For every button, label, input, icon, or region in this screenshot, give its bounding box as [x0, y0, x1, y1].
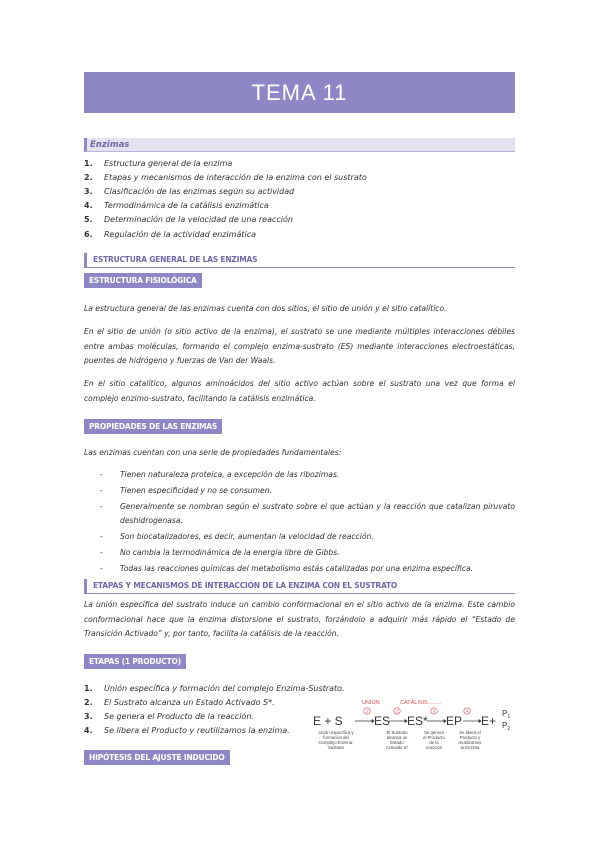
- species-e-plus: E+: [481, 714, 497, 728]
- list-item: 5. Determinación de la velocidad de una reacción: [84, 215, 293, 225]
- svg-text:Producto y: Producto y: [459, 735, 481, 740]
- subheading-hipotesis: HIPÓTESIS DEL AJUSTE INDUCIDO: [84, 750, 230, 765]
- step-number: 4: [465, 708, 469, 714]
- caption-step-4: [459, 730, 482, 750]
- label-catalisis: CATÁLISIS.........: [400, 700, 442, 706]
- product-p2: $P_2$: [502, 721, 511, 732]
- steps-list: [84, 681, 345, 738]
- subheading-estructura-fisiologica: ESTRUCTURA FISIOLÓGICA: [84, 273, 202, 288]
- list-item: - Tienen especificidad y no se consumen.: [100, 486, 272, 495]
- svg-text:reacción: reacción: [425, 745, 443, 750]
- list-item: 1. Estructura general de la enzima: [84, 158, 233, 168]
- list-item: 2. El Sustrato alcanza un Estado Activado S*.: [84, 697, 275, 707]
- label-union: UNION: [362, 700, 380, 706]
- svg-text:Activado S*: Activado S*: [385, 745, 409, 750]
- section-heading-etapas: ETAPAS Y MECANISMOS DE INTERACCIÓN DE LA ENZIMA CON EL SUSTRATO: [84, 579, 515, 594]
- paragraph: Las enzimas cuentan con una serie de propiedades fundamentales:: [84, 448, 342, 457]
- product-p1: $P_1$: [502, 709, 511, 720]
- svg-text:El Sustrato: El Sustrato: [386, 730, 408, 735]
- paragraph: En el sitio catalítico, algunos aminoácidos del sitio activo actúan sobre el sustrato una vez que forma el complejo enzimo-sustrato, facilitando la catálisis enzimática.: [84, 379, 515, 403]
- list-item: - No cambia la termodinámica de la energía libre de Gibbs.: [100, 547, 340, 557]
- step-number: 1: [365, 708, 369, 714]
- svg-text:alcanza un: alcanza un: [386, 735, 408, 740]
- list-item: - Son biocatalizadores, es decir, aumentan la velocidad de reacción.: [100, 531, 374, 541]
- species-es-star: ES*: [407, 714, 428, 728]
- list-item: 2. Etapas y mecanismos de interacción de la enzima con el sustrato: [84, 172, 367, 182]
- subheading-etapas: ETAPAS (1 PRODUCTO): [84, 654, 186, 669]
- svg-text:el Producto: el Producto: [423, 735, 445, 740]
- paragraph: En el sitio de unión (o sitio activo de la enzima), el sustrato se une mediante múltiples interacciones débiles entre ambas moléculas, formando el complejo enzima-sustrato (ES) mediante interacciones electroestáticas, puentes de hidrógeno y fuerzas de Van der Waals.: [84, 327, 515, 365]
- list-item: 3. Se genera el Producto de la reacción.: [84, 711, 254, 721]
- list-item: 4. Termodinámica de la catálisis enzimática: [84, 201, 269, 211]
- svg-text:reutilizamos: reutilizamos: [458, 740, 482, 745]
- svg-text:Se libera el: Se libera el: [459, 730, 481, 735]
- list-item: 6. Regulación de la actividad enzimática: [84, 229, 257, 239]
- list-item: - Todas las reacciones químicas del metabolismo estás catalizadas por una enzima específica.: [100, 563, 474, 573]
- svg-text:la Enzima: la Enzima: [460, 745, 480, 750]
- caption-step-1: [318, 730, 354, 750]
- step-number: 3: [432, 708, 436, 714]
- list-item: 3. Clasificación de las enzimas según su actividad: [84, 186, 295, 196]
- species-es-substrate: E + S: [313, 714, 343, 728]
- list-item: 4. Se libera el Producto y reutilizamos la enzima.: [84, 726, 290, 736]
- paragraph: La estructura general de las enzimas cuenta con dos sitios, el sitio de unión y el sitio catalítico.: [84, 304, 447, 313]
- svg-text:Se genera: Se genera: [424, 730, 444, 735]
- list-item: 1. Unión específica y formación del complejo Enzima-Sustrato.: [84, 683, 345, 693]
- page-title: TEMA 11: [84, 72, 515, 113]
- step-number: 2: [395, 708, 399, 714]
- section-heading-estructura: ESTRUCTURA GENERAL DE LAS ENZIMAS: [84, 253, 515, 268]
- properties-list: [100, 468, 515, 578]
- list-item: - Generalmente se nombran según el sustrato sobre el que actúan y la reacción que catalizan piruvato deshidrogenasa.: [100, 502, 515, 525]
- svg-text:de la: de la: [429, 740, 439, 745]
- caption-step-2: [386, 730, 409, 750]
- svg-text:formación del: formación del: [323, 735, 349, 740]
- svg-text:Complejo Enzima-: Complejo Enzima-: [318, 740, 354, 745]
- list-item: - Tienen naturaleza proteica, a excepción de las ribozimas.: [100, 470, 340, 479]
- paragraph: La unión específica del sustrato induce un cambio conformacional en el sitio activo de la enzima. Este cambio conformacional hace que la enzima distorsione el sustrato, forzándolo a adquirir más rápido el “Estado de Transición Activado” y, por tanto, facilita la catálisis de la reacción.: [84, 600, 515, 638]
- subheading-propiedades: PROPIEDADES DE LAS ENZIMAS: [84, 419, 222, 434]
- svg-text:Unión específica y: Unión específica y: [318, 730, 354, 735]
- svg-text:Sustrato: Sustrato: [327, 745, 345, 750]
- topics-list: [84, 156, 367, 241]
- svg-text:Estado: Estado: [390, 740, 404, 745]
- enzimas-heading: Enzimas: [84, 138, 515, 152]
- species-ep: EP: [446, 714, 463, 728]
- reaction-diagram: [310, 697, 520, 761]
- species-es: ES: [374, 714, 391, 728]
- caption-step-3: [423, 730, 445, 750]
